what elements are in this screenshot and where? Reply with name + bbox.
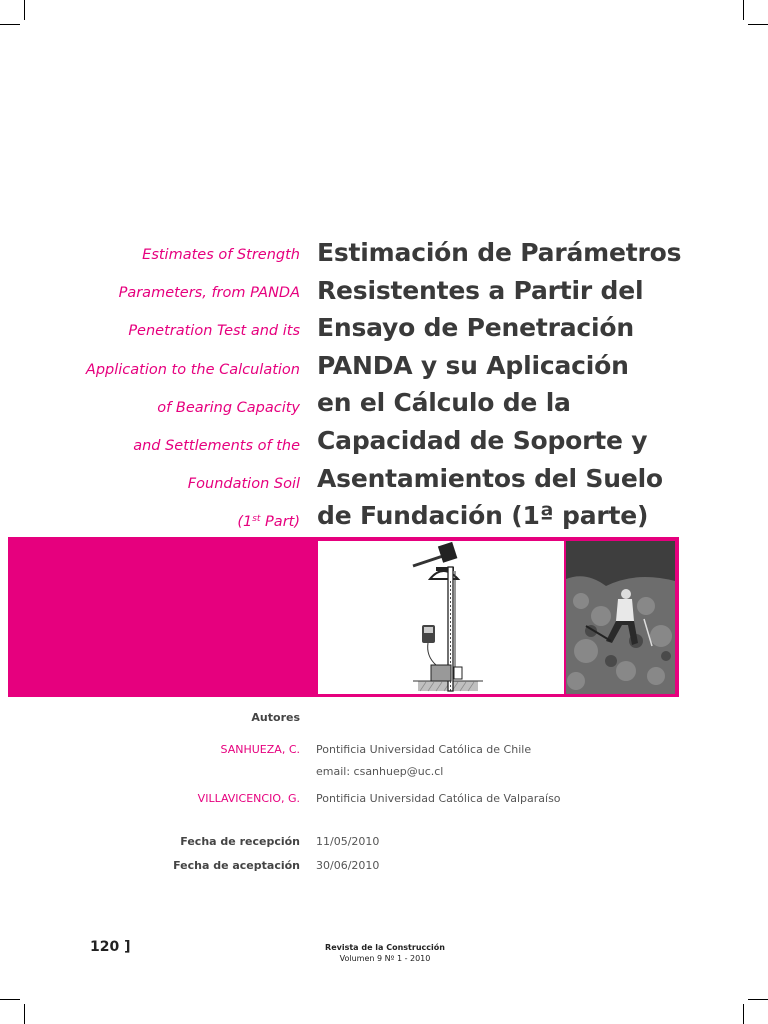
author-name: VILLAVICENCIO, G. [197,792,300,805]
english-title [40,236,300,542]
crop-mark [24,1004,25,1024]
spanish-title-line: Capacidad de Soporte y [317,425,648,455]
field-test-photo [566,541,675,694]
field-photo-icon [566,541,675,694]
english-title-line: Application to the Calculation [85,361,300,378]
received-date-value: 11/05/2010 [316,835,380,848]
spanish-title [317,234,747,535]
crop-mark [24,0,25,20]
panda-penetrometer-diagram [318,541,564,694]
authors-heading: Autores [251,711,300,724]
english-title-line: Estimates of Strength [142,247,300,263]
english-title-line: Foundation Soil [187,476,300,493]
author-affiliation: Pontificia Universidad Católica de Chile [316,743,532,756]
part-prefix: (1 [237,514,253,531]
spanish-title-line: Asentamientos del Suelo [317,463,663,493]
crop-mark [0,24,20,25]
spanish-title-line: en el Cálculo de la [317,388,571,418]
spanish-title-line: Ensayo de Penetración [317,313,634,343]
spanish-title-line: PANDA y su Aplicación [317,350,629,380]
spanish-title-line: Estimación de Parámetros [317,238,682,267]
part-suffix: Part) [260,514,300,531]
crop-mark [748,24,768,25]
accepted-date-value: 30/06/2010 [316,859,380,872]
penetrometer-icon [318,541,564,694]
english-title-line: of Bearing Capacity [157,399,300,416]
english-title-line: Penetration Test and its [128,323,300,340]
english-title-part [40,503,300,541]
crop-mark [748,999,768,1000]
received-date-label: Fecha de recepción [180,835,300,848]
page-number: 120 ] [90,939,131,955]
journal-volume: Volumen 9 Nº 1 - 2010 [339,954,431,963]
crop-mark [0,999,20,1000]
part-sup: st [252,514,261,525]
english-title-line: and Settlements of the [133,438,300,455]
author-email: email: csanhuep@uc.cl [316,765,444,778]
crop-mark [743,0,744,20]
spanish-title-line: de Fundación (1ª parte) [317,501,649,531]
accepted-date-label: Fecha de aceptación [173,859,300,872]
crop-mark [743,1004,744,1024]
journal-name: Revista de la Construcción [325,943,445,952]
spanish-title-line: Resistentes a Partir del [317,275,644,305]
author-affiliation: Pontificia Universidad Católica de Valparaíso [316,792,561,805]
english-title-line: Parameters, from PANDA [118,285,300,302]
journal-footer [305,942,465,964]
author-name: SANHUEZA, C. [220,743,300,756]
